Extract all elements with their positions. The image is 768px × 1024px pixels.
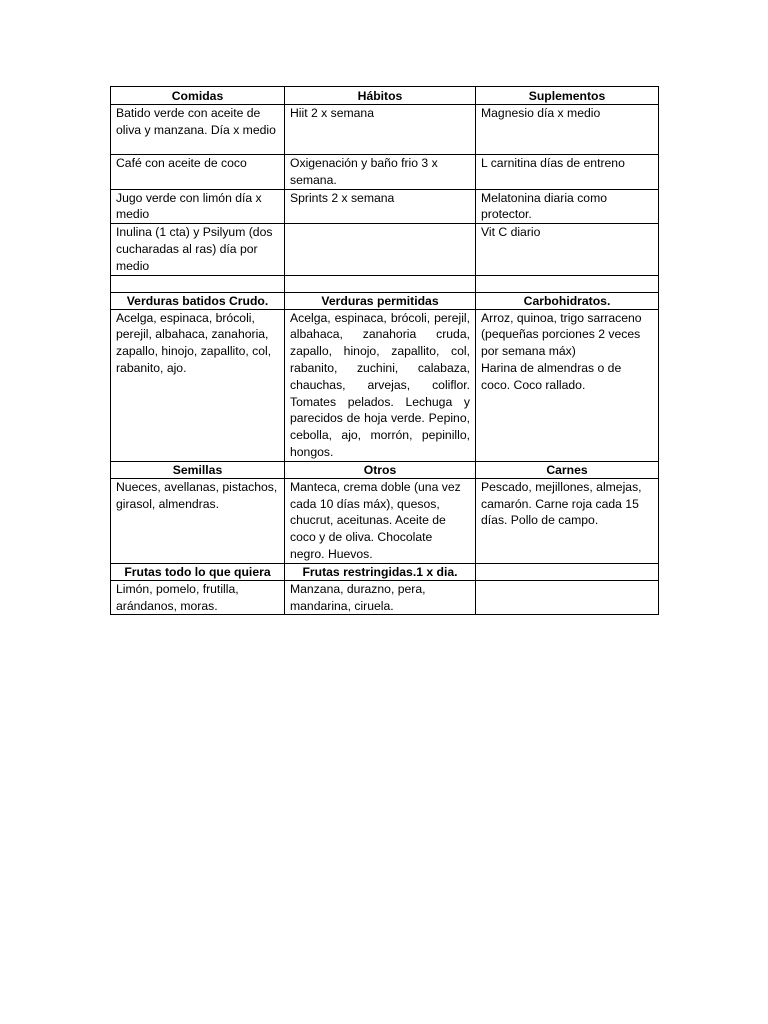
header-cell: Verduras permitidas: [285, 292, 476, 309]
header-cell: Comidas: [111, 87, 285, 105]
header-row: [111, 563, 659, 580]
table-cell: [476, 309, 659, 461]
table-cell: [476, 580, 659, 615]
header-cell: Suplementos: [476, 87, 659, 105]
empty-cell: [285, 275, 476, 292]
table-cell: Café con aceite de coco: [111, 155, 285, 190]
table-cell: Sprints 2 x semana: [285, 189, 476, 224]
table-cell: Vit C diario: [476, 224, 659, 275]
table-cell: Limón, pomelo, frutilla, arándanos, moras.: [111, 580, 285, 615]
table-cell: L carnitina días de entreno: [476, 155, 659, 190]
table-cell: Melatonina diaria como protector.: [476, 189, 659, 224]
table-row: [111, 105, 659, 155]
table-cell: Jugo verde con limón día x medio: [111, 189, 285, 224]
header-row: [111, 461, 659, 478]
header-cell: Semillas: [111, 461, 285, 478]
table-cell: Inulina (1 cta) y Psilyum (dos cucharadas al ras) día por medio: [111, 224, 285, 275]
table-cell: Pescado, mejillones, almejas, camarón. Carne roja cada 15 días. Pollo de campo.: [476, 478, 659, 563]
table-cell: Oxigenación y baño frio 3 x semana.: [285, 155, 476, 190]
carbs-text: Arroz, quinoa, trigo sarraceno (pequeñas porciones 2 veces por semana máx): [481, 310, 642, 359]
table-cell: Batido verde con aceite de oliva y manzana. Día x medio: [111, 105, 285, 155]
table-row: [111, 189, 659, 224]
header-cell: Otros: [285, 461, 476, 478]
header-cell: Verduras batidos Crudo.: [111, 292, 285, 309]
header-row: [111, 87, 659, 105]
table-cell: Acelga, espinaca, brócoli, perejil, albahaca, zanahoria cruda, zapallo, hinojo, zapallito, col, rabanito, zuchini, calabaza, chauchas, arvejas, coliflor. Tomates pelados. Lechuga y parecidos de hoja verde. Pepino, cebolla, ajo, morrón, pepinillo, hongos.: [285, 309, 476, 461]
header-row: [111, 292, 659, 309]
table-row: [111, 224, 659, 275]
table-cell: Magnesio día x medio: [476, 105, 659, 155]
table-cell: [285, 224, 476, 275]
table-cell: Acelga, espinaca, brócoli, perejil, albahaca, zanahoria, zapallo, hinojo, zapallito, col, rabanito, ajo.: [111, 309, 285, 461]
header-cell: Hábitos: [285, 87, 476, 105]
diet-table: [110, 86, 659, 615]
header-cell: Frutas restringidas.1 x dia.: [285, 563, 476, 580]
header-cell: Carnes: [476, 461, 659, 478]
table-cell: Hiit 2 x semana: [285, 105, 476, 155]
spacer-row: [111, 275, 659, 292]
empty-cell: [476, 275, 659, 292]
flours-text: Harina de almendras o de coco. Coco rallado.: [481, 360, 622, 392]
header-cell: [476, 563, 659, 580]
table-cell: Manzana, durazno, pera, mandarina, ciruela.: [285, 580, 476, 615]
table-cell: Nueces, avellanas, pistachos, girasol, almendras.: [111, 478, 285, 563]
table-row: [111, 309, 659, 461]
header-cell: Frutas todo lo que quiera: [111, 563, 285, 580]
table-row: [111, 155, 659, 190]
table-row: [111, 478, 659, 563]
empty-cell: [111, 275, 285, 292]
table-row: [111, 580, 659, 615]
header-cell: Carbohidratos.: [476, 292, 659, 309]
table-cell: Manteca, crema doble (una vez cada 10 días máx), quesos, chucrut, aceitunas. Aceite de coco y de oliva. Chocolate negro. Huevos.: [285, 478, 476, 563]
